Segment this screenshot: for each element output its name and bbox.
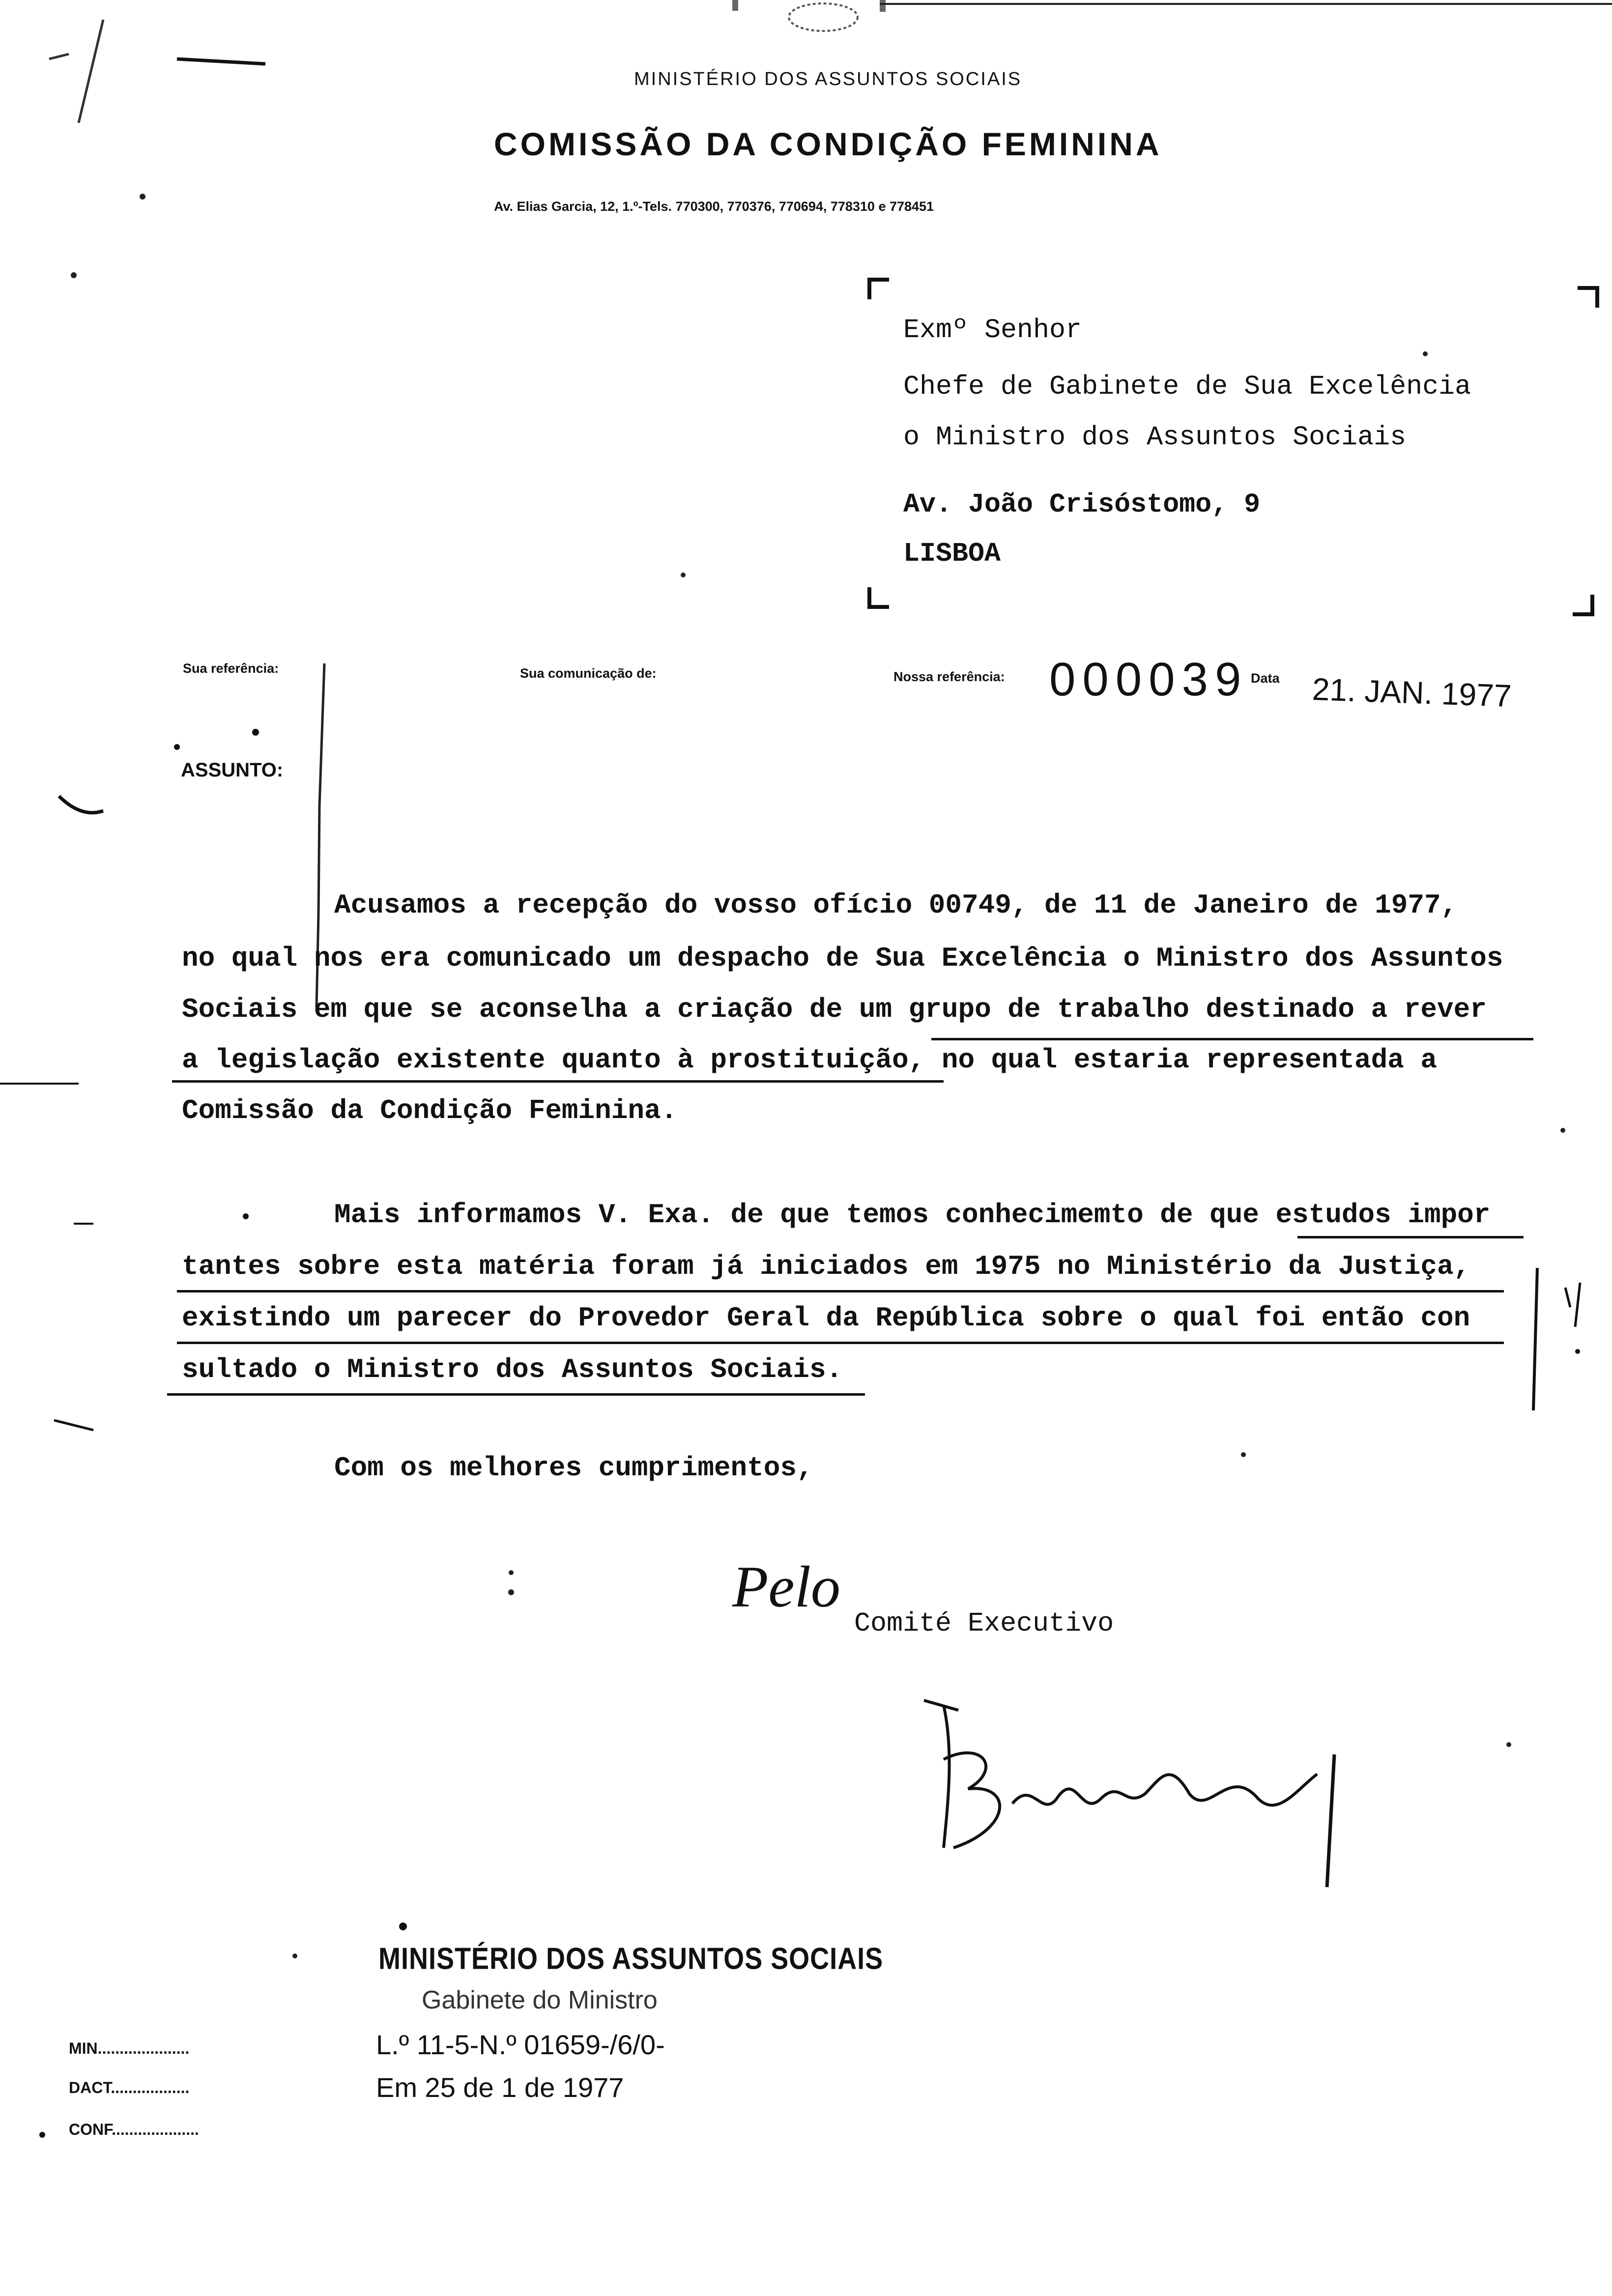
sua-comunicacao-label: Sua comunicação de: — [520, 666, 657, 681]
recipient-street: Av. João Crisóstomo, 9 — [903, 489, 1261, 520]
ministry-heading: MINISTÉRIO DOS ASSUNTOS SOCIAIS — [634, 69, 1022, 89]
dact-field: DACT.................. — [69, 2079, 190, 2096]
body-p1-line2: no qual nos era comunicado um despacho de Sua Excelência o Ministro dos Assuntos — [182, 943, 1503, 974]
body-p1-line1: Acusamos a recepção do vosso ofício 00749, de 11 de Janeiro de 1977, — [334, 890, 1458, 921]
body-p2-line3: existindo um parecer do Provedor Geral da República sobre o qual foi então con — [182, 1302, 1470, 1334]
stamp-registry: L.º 11-5-N.º 01659-/6/0- — [376, 2029, 665, 2060]
body-p2-line2: tantes sobre esta matéria foram já iniciados em 1975 no Ministério da Justiça, — [182, 1251, 1470, 1282]
nossa-referencia-label: Nossa referência: — [893, 669, 1005, 684]
stamp-ministry: MINISTÉRIO DOS ASSUNTOS SOCIAIS — [378, 1942, 884, 1976]
conf-field: CONF.................... — [69, 2121, 199, 2138]
data-label: Data — [1251, 671, 1280, 686]
letter-date: 21. JAN. 1977 — [1311, 671, 1512, 714]
committee-label: Comité Executivo — [854, 1608, 1114, 1639]
body-p1-line3: Sociais em que se aconselha a criação de um grupo de trabalho destinado a rever — [182, 994, 1487, 1025]
body-p1-line5: Comissão da Condição Feminina. — [182, 1095, 678, 1126]
assunto-label: ASSUNTO: — [181, 759, 284, 781]
body-p2-line4: sultado o Ministro dos Assuntos Sociais. — [182, 1354, 843, 1385]
stamp-gabinete: Gabinete do Ministro — [422, 1986, 658, 2014]
stamp-date: Em 25 de 1 de 1977 — [376, 2072, 624, 2103]
reference-number: 000039 — [1049, 653, 1248, 706]
closing-text: Com os melhores cumprimentos, — [334, 1452, 813, 1484]
body-p2-line1: Mais informamos V. Exa. de que temos conhecimemto de que estudos impor — [334, 1199, 1491, 1231]
pelo-handwritten: Pelo — [732, 1554, 840, 1619]
letterhead-address: Av. Elias Garcia, 12, 1.º-Tels. 770300, 770376, 770694, 778310 e 778451 — [494, 199, 934, 214]
body-p1-line4: a legislação existente quanto à prostituição, no qual estaria representada a — [182, 1044, 1438, 1076]
recipient-salutation: Exmº Senhor — [903, 315, 1082, 345]
recipient-city: LISBOA — [903, 538, 1001, 569]
recipient-title: Chefe de Gabinete de Sua Excelência — [903, 371, 1471, 402]
sua-referencia-label: Sua referência: — [183, 661, 279, 676]
commission-heading: COMISSÃO DA CONDIÇÃO FEMININA — [494, 126, 1162, 162]
recipient-ministry: o Ministro dos Assuntos Sociais — [903, 422, 1407, 453]
min-field: MIN..................... — [69, 2039, 190, 2057]
